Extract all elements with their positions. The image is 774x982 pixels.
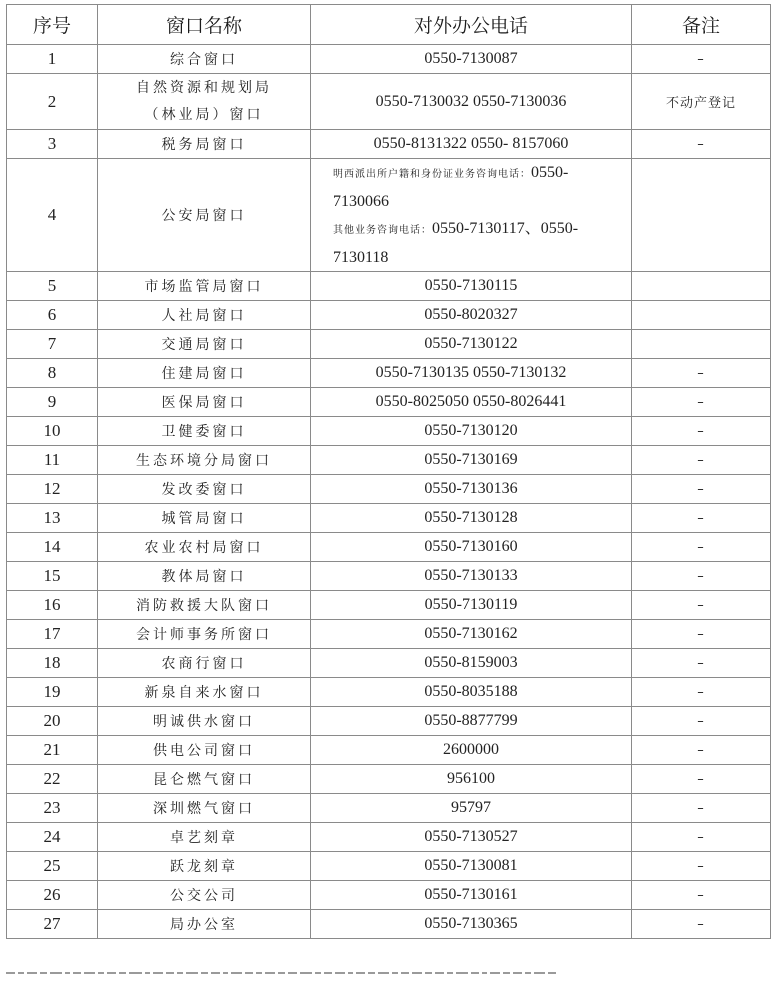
row-name: 公交公司 [98,881,311,910]
text-fragment [73,972,81,974]
phone-label: 明西派出所户籍和身份证业务咨询电话： [333,169,531,180]
row-no: 21 [7,736,98,765]
text-fragment [378,972,389,974]
text-fragment [166,972,174,974]
table-row [7,736,771,765]
row-note: – [632,130,771,159]
table-header-row [7,5,771,45]
row-phone: 0550-8025050 0550-8026441 [311,388,632,417]
text-fragment [65,972,70,974]
table-row [7,881,771,910]
table-row [7,504,771,533]
row-phone: 0550-7130160 [311,533,632,562]
text-fragment [245,972,253,974]
phone-value: 7130118 [333,249,389,266]
row-phone: 0550-7130032 0550-7130036 [311,74,632,130]
row-name: 卓艺刻章 [98,823,311,852]
row-note [632,301,771,330]
text-fragment [300,972,312,974]
row-phone: 0550-8035188 [311,678,632,707]
row-note: – [632,649,771,678]
row-note: – [632,446,771,475]
table-row [7,649,771,678]
row-no: 11 [7,446,98,475]
row-name: 发改委窗口 [98,475,311,504]
row-note: – [632,736,771,765]
text-fragment [265,972,275,974]
row-name: 住建局窗口 [98,359,311,388]
text-fragment [356,972,365,974]
row-no: 3 [7,130,98,159]
table-row [7,388,771,417]
row-phone: 0550-7130081 [311,852,632,881]
text-fragment [525,972,531,974]
row-no: 14 [7,533,98,562]
row-name: 消防救援大队窗口 [98,591,311,620]
row-phone: 0550-7130133 [311,562,632,591]
text-fragment [201,972,208,974]
row-note: – [632,45,771,74]
row-name: 税务局窗口 [98,130,311,159]
text-fragment [18,972,24,974]
contact-table-wrapper [6,4,771,939]
header-phone: 对外办公电话 [311,5,632,45]
row-no: 25 [7,852,98,881]
table-row [7,591,771,620]
phone-value: 7130066 [333,193,389,210]
row-note: – [632,707,771,736]
row-name: 深圳燃气窗口 [98,794,311,823]
text-fragment [6,972,15,974]
text-fragment [392,972,398,974]
row-note: – [632,794,771,823]
row-name: 卫健委窗口 [98,417,311,446]
row-note: – [632,881,771,910]
text-fragment [107,972,116,974]
row-name: 生态环境分局窗口 [98,446,311,475]
row-note: – [632,620,771,649]
text-fragment [50,972,62,974]
row-phone: 2600000 [311,736,632,765]
row-no: 5 [7,272,98,301]
row-phone: 956100 [311,765,632,794]
table-row [7,330,771,359]
row-no: 23 [7,794,98,823]
table-row [7,359,771,388]
phone-line [333,215,619,244]
row-name: 医保局窗口 [98,388,311,417]
table-row [7,301,771,330]
row-name-line: （林业局）窗口 [144,106,264,123]
table-row [7,765,771,794]
row-note [632,159,771,272]
phone-label: 其他业务咨询电话： [333,225,432,236]
table-body-rest [7,272,771,939]
table-row [7,74,771,130]
row-no: 22 [7,765,98,794]
row-phone: 0550-7130119 [311,591,632,620]
row-name: 教体局窗口 [98,562,311,591]
row-name: 公安局窗口 [98,159,311,272]
text-fragment [482,972,487,974]
text-fragment [348,972,353,974]
phone-line [333,244,619,271]
text-fragment [40,972,47,974]
text-fragment [447,972,453,974]
row-note [632,330,771,359]
row-name: 新泉自来水窗口 [98,678,311,707]
text-fragment [335,972,345,974]
row-no: 8 [7,359,98,388]
row-no: 26 [7,881,98,910]
row-phone: 0550-8131322 0550- 8157060 [311,130,632,159]
row-no: 15 [7,562,98,591]
text-fragment [98,972,104,974]
text-fragment [211,972,220,974]
text-fragment [412,972,422,974]
phone-line [333,188,619,215]
row-phone: 0550-7130135 0550-7130132 [311,359,632,388]
contact-table [6,4,771,939]
table-row [7,272,771,301]
text-fragment [278,972,285,974]
row-name: 农业农村局窗口 [98,533,311,562]
row-note: – [632,504,771,533]
cropped-footer-text [6,964,770,974]
row-note: – [632,823,771,852]
text-fragment [129,972,142,974]
row-name: 会计师事务所窗口 [98,620,311,649]
row-no: 7 [7,330,98,359]
text-fragment [435,972,444,974]
text-fragment [145,972,150,974]
text-fragment [177,972,183,974]
table-row [7,852,771,881]
row-no: 6 [7,301,98,330]
row-name: 局办公室 [98,910,311,939]
row-phone: 0550-7130365 [311,910,632,939]
row-name [98,74,311,130]
row-name: 跃龙刻章 [98,852,311,881]
row-note: 不动产登记 [632,74,771,130]
table-row [7,910,771,939]
text-fragment [368,972,375,974]
text-fragment [513,972,522,974]
row-name: 市场监管局窗口 [98,272,311,301]
row-note [632,272,771,301]
row-phone: 0550-7130527 [311,823,632,852]
row-name: 人社局窗口 [98,301,311,330]
text-fragment [534,972,545,974]
row-phone: 0550-8159003 [311,649,632,678]
row-note: – [632,765,771,794]
table-row [7,562,771,591]
text-fragment [548,972,556,974]
phone-line [333,159,619,188]
row-no: 4 [7,159,98,272]
row-note: – [632,910,771,939]
row-no: 16 [7,591,98,620]
row-no: 12 [7,475,98,504]
text-fragment [153,972,163,974]
text-fragment [27,972,37,974]
table-row [7,794,771,823]
row-no: 20 [7,707,98,736]
row-note: – [632,475,771,504]
text-fragment [119,972,126,974]
row-no: 24 [7,823,98,852]
row-phone: 0550-7130120 [311,417,632,446]
text-fragment [231,972,242,974]
row-phone: 0550-7130169 [311,446,632,475]
row-phone: 0550-7130161 [311,881,632,910]
row-phone: 0550-7130087 [311,45,632,74]
table-row [7,446,771,475]
text-fragment [401,972,409,974]
text-fragment [456,972,468,974]
text-fragment [223,972,228,974]
row-note: – [632,533,771,562]
row-note: – [632,591,771,620]
row-name: 昆仑燃气窗口 [98,765,311,794]
row-name: 农商行窗口 [98,649,311,678]
row-no: 27 [7,910,98,939]
text-fragment [288,972,297,974]
text-fragment [256,972,262,974]
row-note: – [632,678,771,707]
row-no: 1 [7,45,98,74]
header-no: 序号 [7,5,98,45]
table-row [7,533,771,562]
row-phone [311,159,632,272]
row-phone: 0550-8020327 [311,301,632,330]
row-note: – [632,417,771,446]
row-phone: 0550-7130115 [311,272,632,301]
text-fragment [503,972,510,974]
row-name: 城管局窗口 [98,504,311,533]
table-row [7,678,771,707]
text-fragment [315,972,321,974]
table-row [7,707,771,736]
row-phone: 0550-7130162 [311,620,632,649]
row-no: 2 [7,74,98,130]
row-no: 18 [7,649,98,678]
row-no: 19 [7,678,98,707]
row-name: 供电公司窗口 [98,736,311,765]
row-note: – [632,852,771,881]
text-fragment [186,972,198,974]
table-row [7,45,771,74]
row-note: – [632,562,771,591]
row-phone: 0550-8877799 [311,707,632,736]
row-phone: 95797 [311,794,632,823]
table-row [7,417,771,446]
text-fragment [471,972,479,974]
row-phone: 0550-7130136 [311,475,632,504]
table-row [7,159,771,272]
row-phone: 0550-7130122 [311,330,632,359]
phone-value: 0550-7130117、0550- [432,220,579,237]
row-no: 9 [7,388,98,417]
row-no: 13 [7,504,98,533]
row-name-line: 自然资源和规划局 [136,79,272,96]
row-name: 明诚供水窗口 [98,707,311,736]
header-note: 备注 [632,5,771,45]
row-name: 交通局窗口 [98,330,311,359]
row-no: 17 [7,620,98,649]
text-fragment [324,972,332,974]
row-note: – [632,359,771,388]
table-row [7,475,771,504]
text-fragment [490,972,500,974]
text-fragment [425,972,432,974]
text-fragment [84,972,95,974]
row-note: – [632,388,771,417]
row-name: 综合窗口 [98,45,311,74]
header-window-name: 窗口名称 [98,5,311,45]
table-row [7,130,771,159]
row-no: 10 [7,417,98,446]
table-row [7,823,771,852]
table-row [7,620,771,649]
row-phone: 0550-7130128 [311,504,632,533]
phone-value: 0550- [531,164,569,181]
